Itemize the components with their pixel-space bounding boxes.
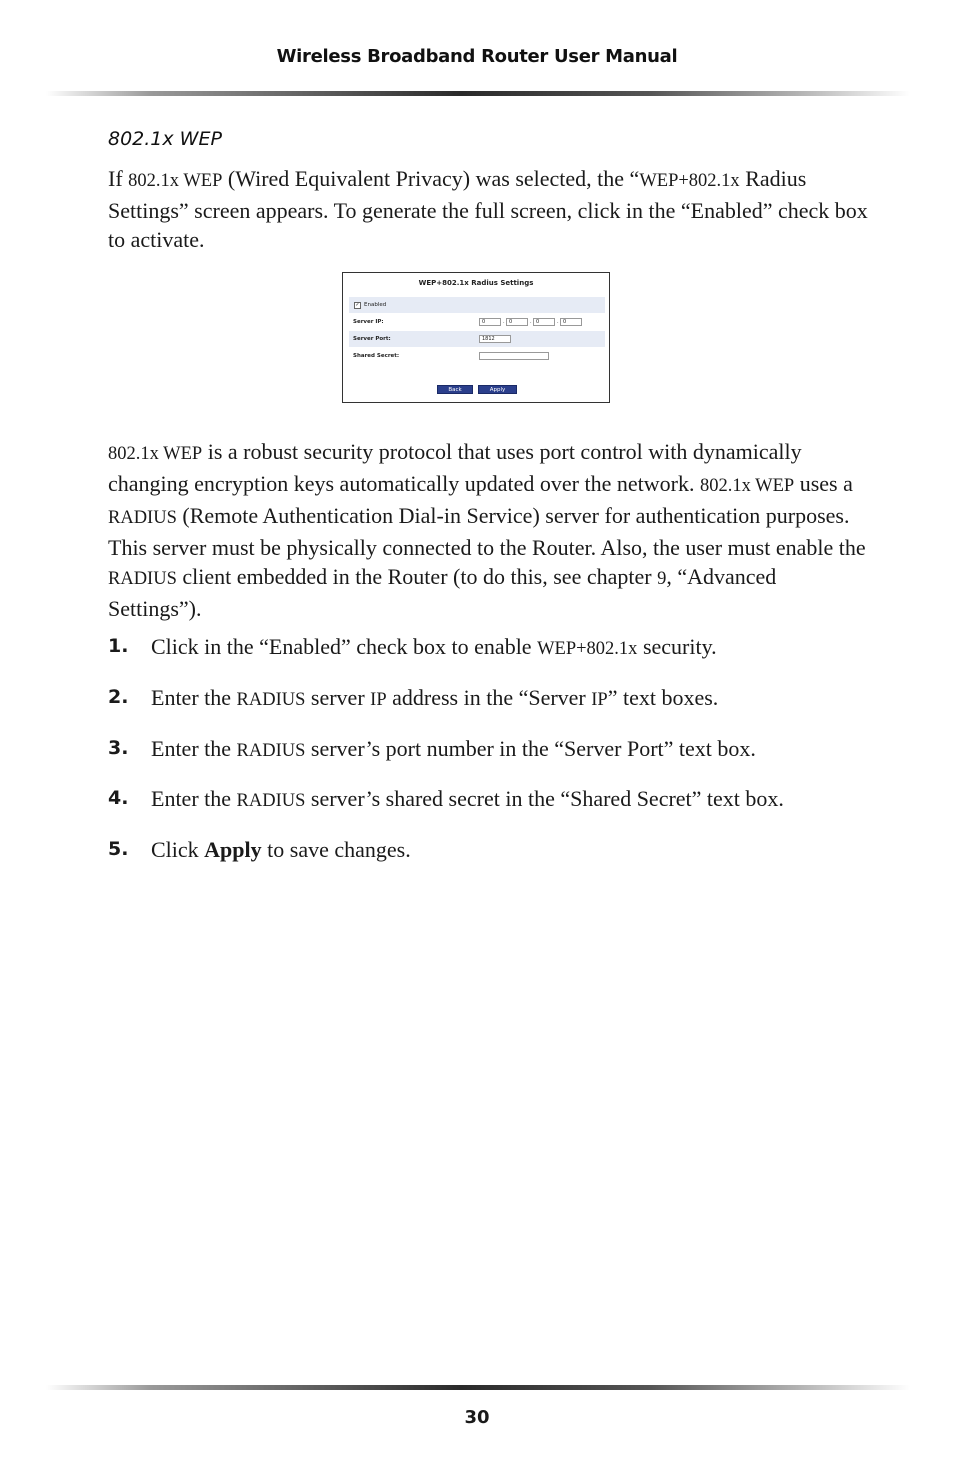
- shared-secret-input[interactable]: [479, 352, 549, 360]
- running-header: Wireless Broadband Router User Manual: [276, 46, 678, 67]
- step-item: [108, 784, 868, 814]
- server-port-row: [349, 331, 605, 347]
- shared-secret-label: Shared Secret:: [353, 353, 400, 359]
- ip-separator: .: [503, 319, 505, 325]
- server-port-input[interactable]: 1812: [479, 335, 511, 343]
- server-ip-label: Server IP:: [353, 319, 384, 325]
- server-ip-octet-3[interactable]: 0: [533, 318, 555, 326]
- server-port-label: Server Port:: [353, 336, 391, 342]
- step-text: Enter the RADIUS server’s port number in the “Server Port” text box.: [151, 736, 756, 761]
- step-number: 1.: [108, 635, 129, 657]
- step-text: Click Apply to save changes.: [151, 837, 411, 862]
- step-number: 2.: [108, 686, 129, 708]
- enabled-checkbox[interactable]: ✓: [355, 302, 360, 308]
- section-heading: 802.1x WEP: [108, 128, 222, 150]
- enabled-label: Enabled: [364, 302, 387, 308]
- step-number: 4.: [108, 787, 129, 809]
- server-ip-octet-2[interactable]: 0: [506, 318, 528, 326]
- step-text: Enter the RADIUS server’s shared secret in the “Shared Secret” text box.: [151, 786, 784, 811]
- step-item: [108, 835, 868, 865]
- enabled-row: [349, 297, 605, 313]
- intro-paragraph: If 802.1x WEP (Wired Equivalent Privacy) was selected, the “WEP+802.1x Radius Settings” screen appears. To generate the full screen, click in the “Enabled” check box to activate.: [108, 166, 868, 252]
- step-number: 3.: [108, 737, 129, 759]
- radius-settings-screenshot: [342, 272, 610, 403]
- server-ip-octet-4[interactable]: 0: [560, 318, 582, 326]
- header-rule: [46, 91, 910, 96]
- page-number: 30: [464, 1407, 490, 1428]
- server-ip-row: [349, 314, 605, 330]
- step-item: [108, 734, 868, 764]
- step-text: Enter the RADIUS server IP address in the “Server IP” text boxes.: [151, 685, 719, 710]
- step-number: 5.: [108, 838, 129, 860]
- ip-separator: .: [530, 319, 532, 325]
- step-item: [108, 683, 868, 713]
- description-paragraph: 802.1x WEP is a robust security protocol that uses port control with dynamically changing encryption keys automatically updated over the network. 802.1x WEP uses a RADIUS (Remote Authentication Dial-in Service) server for authentication purposes. This server must be physically connected to the Router. Also, the user must enable the RADIUS client embedded in the Router (to do this, see chapter 9, “Advanced Settings”).: [108, 439, 866, 621]
- figure-title: WEP+802.1x Radius Settings: [418, 279, 534, 287]
- server-ip-octet-1[interactable]: 0: [479, 318, 501, 326]
- step-text: Click in the “Enabled” check box to enable WEP+802.1x security.: [151, 634, 717, 659]
- ip-separator: .: [557, 319, 559, 325]
- footer-rule: [46, 1385, 910, 1390]
- back-button[interactable]: Back: [437, 385, 473, 394]
- apply-button[interactable]: Apply: [478, 385, 517, 394]
- shared-secret-row: [349, 348, 605, 364]
- step-item: [108, 632, 868, 662]
